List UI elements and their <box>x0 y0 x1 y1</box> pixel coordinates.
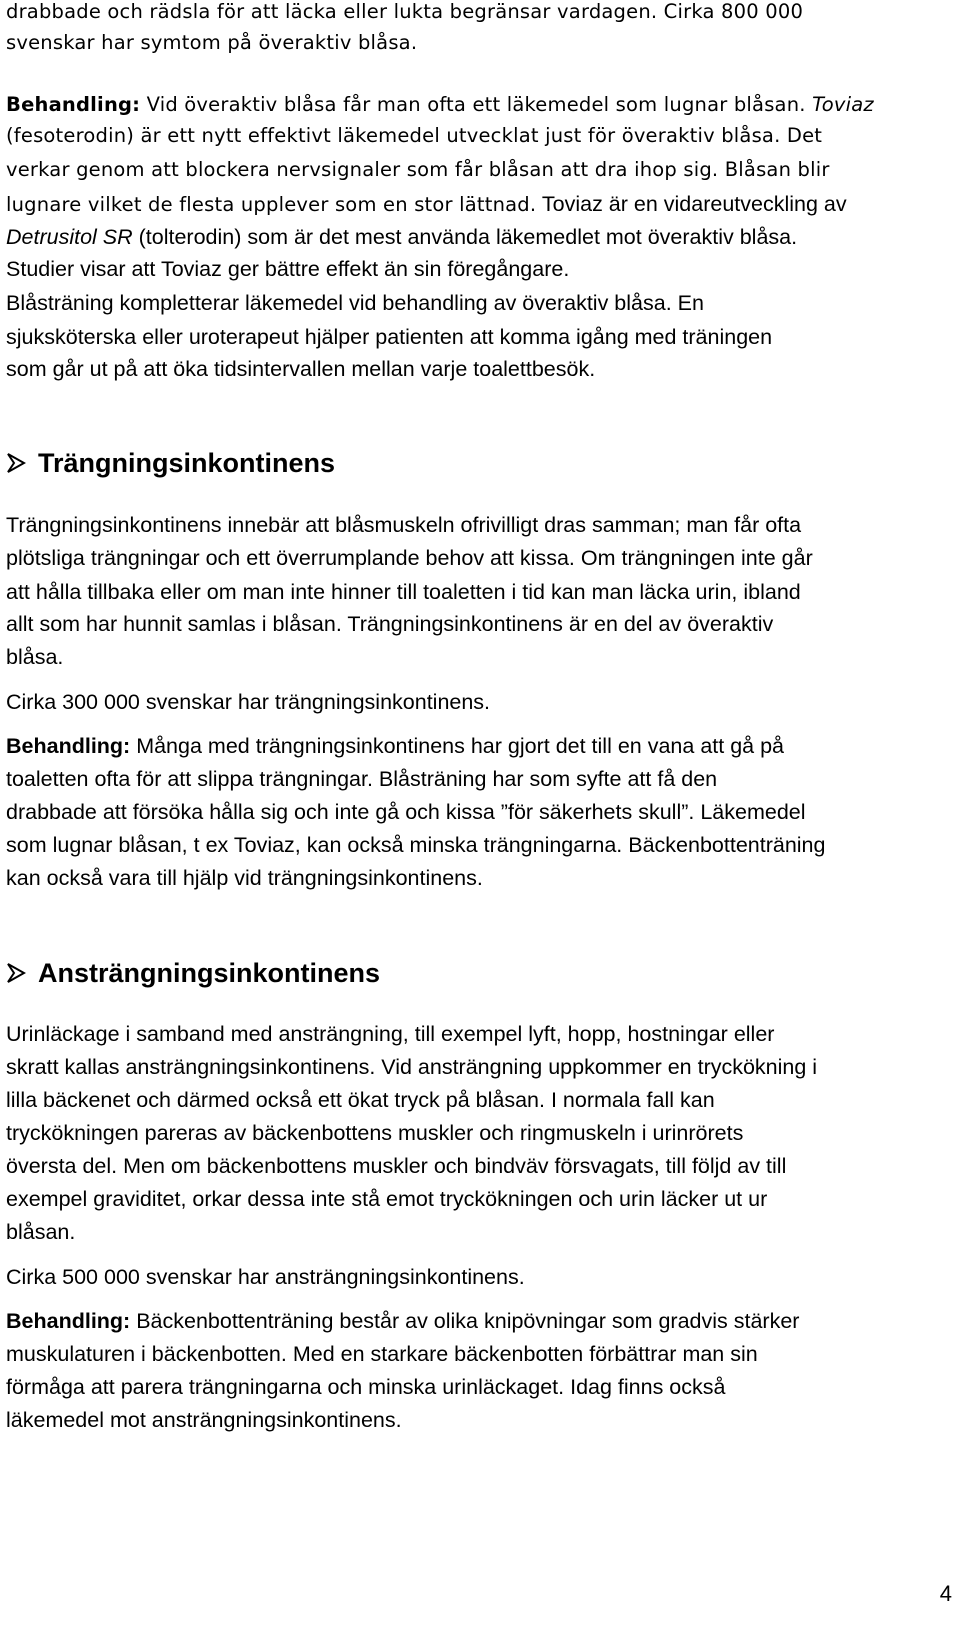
text-run: Toviaz är en vidareutveckling av <box>536 192 847 216</box>
paragraph-line <box>6 189 847 220</box>
paragraph-line: svenskar har symtom på överaktiv blåsa. <box>6 31 418 54</box>
paragraph-line: Blåsträning kompletterar läkemedel vid behandling av överaktiv blåsa. En <box>6 291 704 315</box>
section-heading <box>6 956 380 990</box>
paragraph-line: att hålla tillbaka eller om man inte hinner till toaletten i tid kan man läcka urin, ibland <box>6 580 801 604</box>
paragraph-line: skratt kallas ansträngningsinkontinens. Vid ansträngning uppkommer en tryckökning i <box>6 1055 818 1079</box>
paragraph-line: lilla bäckenet och därmed också ett ökat tryck på blåsan. I normala fall kan <box>6 1088 715 1112</box>
paragraph-line: Trängningsinkontinens innebär att blåsmuskeln ofrivilligt dras samman; man får ofta <box>6 513 802 537</box>
paragraph-line: allt som har hunnit samlas i blåsan. Trängningsinkontinens är en del av överaktiv <box>6 612 774 636</box>
treatment-line <box>6 1306 799 1336</box>
text-run: (tolterodin) som är det mest använda läkemedlet mot överaktiv blåsa. <box>132 225 798 249</box>
page-number: 4 <box>939 1581 952 1606</box>
drug-name: Detrusitol SR <box>6 225 133 249</box>
paragraph-line: drabbade och rädsla för att läcka eller lukta begränsar vardagen. Cirka 800 000 <box>6 0 804 23</box>
paragraph-line: blåsa. <box>6 645 64 669</box>
paragraph-line: kan också vara till hjälp vid trängningsinkontinens. <box>6 866 483 890</box>
text-run: Bäckenbottenträning består av olika knipövningar som gradvis stärker <box>130 1309 800 1333</box>
treatment-line <box>6 731 784 761</box>
paragraph-line: läkemedel mot ansträngningsinkontinens. <box>6 1408 402 1432</box>
text-run: Vid överaktiv blåsa får man ofta ett läkemedel som lugnar blåsan. <box>140 93 813 116</box>
treatment-label: Behandling: <box>6 93 141 116</box>
arrow-bullet-icon <box>6 962 26 984</box>
paragraph-line: sjuksköterska eller uroterapeut hjälper patienten att komma igång med träningen <box>6 325 773 349</box>
paragraph-line: toaletten ofta för att slippa trängningar. Blåsträning har som syfte att få den <box>6 767 718 791</box>
paragraph-line: muskulaturen i bäckenbotten. Med en starkare bäckenbotten förbättrar man sin <box>6 1342 758 1366</box>
treatment-label: Behandling: <box>6 1309 131 1333</box>
paragraph-line: Urinläckage i samband med ansträngning, till exempel lyft, hopp, hostningar eller <box>6 1022 775 1046</box>
statistic-line: Cirka 300 000 svenskar har trängningsinkontinens. <box>6 690 491 714</box>
paragraph-line: exempel graviditet, orkar dessa inte stå emot tryckökningen och urin läcker ut ur <box>6 1187 768 1211</box>
drug-name: Toviaz <box>812 93 874 116</box>
paragraph-line <box>6 222 797 252</box>
heading-text: Ansträngningsinkontinens <box>38 958 381 988</box>
arrow-bullet-icon <box>6 452 26 474</box>
text-run: Många med trängningsinkontinens har gjort det till en vana att gå på <box>130 734 784 758</box>
paragraph-line: (fesoterodin) är ett nytt effektivt läkemedel utvecklat just för överaktiv blåsa. Det <box>6 124 823 147</box>
paragraph-line: drabbade att försöka hålla sig och inte gå och kissa ”för säkerhets skull”. Läkemedel <box>6 800 806 824</box>
statistic-line: Cirka 500 000 svenskar har ansträngningsinkontinens. <box>6 1265 525 1289</box>
text-run: lugnare vilket de flesta upplever som en stor lättnad. <box>6 193 537 216</box>
paragraph-line: tryckökningen pareras av bäckenbottens muskler och ringmuskeln i urinrörets <box>6 1121 744 1145</box>
paragraph-line: översta del. Men om bäckenbottens muskler och bindväv försvagats, till följd av till <box>6 1154 787 1178</box>
paragraph-line: Studier visar att Toviaz ger bättre effekt än sin föregångare. <box>6 257 570 281</box>
paragraph-line: som går ut på att öka tidsintervallen mellan varje toalettbesök. <box>6 357 596 381</box>
section-heading <box>6 446 335 480</box>
treatment-label: Behandling: <box>6 734 131 758</box>
paragraph-line: som lugnar blåsan, t ex Toviaz, kan också minska trängningarna. Bäckenbottenträning <box>6 833 826 857</box>
paragraph-line: plötsliga trängningar och ett överrumplande behov att kissa. Om trängningen inte går <box>6 546 813 570</box>
treatment-line <box>6 90 874 120</box>
paragraph-line: verkar genom att blockera nervsignaler som får blåsan att dra ihop sig. Blåsan blir <box>6 158 830 181</box>
paragraph-line: förmåga att parera trängningarna och minska urinläckaget. Idag finns också <box>6 1375 726 1399</box>
heading-text: Trängningsinkontinens <box>38 448 336 478</box>
paragraph-line: blåsan. <box>6 1220 76 1244</box>
